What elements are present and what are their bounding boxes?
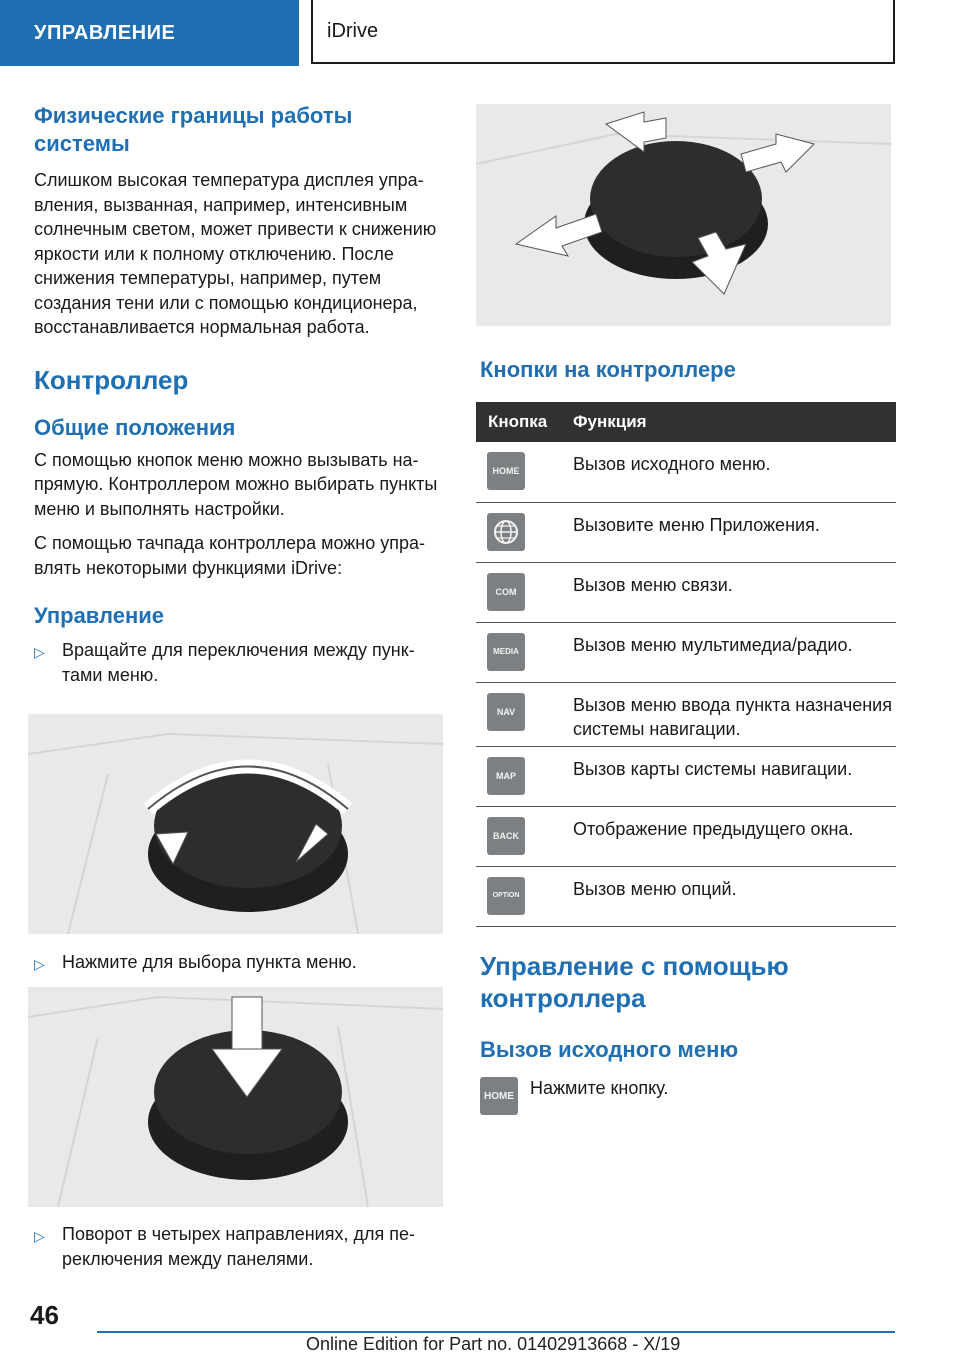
step-press — [34, 950, 444, 977]
step-tilt — [34, 1222, 444, 1271]
table-row — [476, 442, 896, 502]
triangle-icon: ▷ — [34, 644, 45, 660]
table-row — [476, 866, 896, 926]
controller-ops-section — [480, 950, 895, 1078]
media-button-icon: MEDIA — [487, 633, 525, 671]
table-row — [476, 562, 896, 622]
row-function: Вызов меню мультимедиа/радио. — [573, 622, 896, 682]
column-header-button: Кнопка — [476, 402, 573, 442]
option-button-icon: OPTION — [487, 877, 525, 915]
home-button-text: Нажмите кнопку. — [530, 1078, 669, 1098]
row-function: Вызов меню ввода пункта назначения системы навигации. — [573, 682, 896, 746]
page-number: 46 — [30, 1300, 59, 1330]
table-header-row — [476, 402, 896, 442]
step-press-text: Нажмите для выбора пункта меню. — [62, 952, 357, 972]
controller-tilt-image — [476, 104, 891, 326]
row-function: Вызов меню связи. — [573, 562, 896, 622]
edition-text: Online Edition for Part no. 01402913668 - X/19 — [306, 1334, 681, 1354]
chapter-title: iDrive — [311, 0, 895, 64]
map-button-icon: MAP — [487, 757, 525, 795]
home-button-step — [480, 1077, 668, 1115]
row-function: Вызов исходного меню. — [573, 442, 896, 502]
control-heading: Управление — [34, 603, 165, 628]
column-header-function: Функция — [573, 402, 896, 442]
back-button-icon: BACK — [487, 817, 525, 855]
row-function: Вызов карты системы навигации. — [573, 746, 896, 806]
row-function: Вызов меню опций. — [573, 866, 896, 926]
nav-button-icon: NAV — [487, 693, 525, 731]
section-tab: УПРАВЛЕНИЕ — [0, 0, 299, 66]
table-row — [476, 622, 896, 682]
com-button-icon: COM — [487, 573, 525, 611]
limits-paragraph: Слишком высокая температура дисплея управления, вызванная, например, интенсивным солнечным светом, может привести к снижению яркости или к полному отключению. После снижения температуры, например, путем создания тени или с помощью кондиционера, восстанавливается нормальная работа. — [34, 170, 437, 337]
controller-press-image — [28, 987, 443, 1207]
home-button-icon: HOME — [487, 452, 525, 490]
general-heading: Общие положения — [34, 414, 236, 440]
row-function: Вызовите меню Приложения. — [573, 502, 896, 562]
left-column — [34, 102, 444, 707]
step-rotate — [34, 638, 444, 687]
table-row — [476, 746, 896, 806]
general-paragraph-1: С помощью кнопок меню можно вызывать напрямую. Контроллером можно выбирать пункты меню и выполнять настройки. — [34, 449, 438, 519]
page-header — [0, 0, 960, 66]
row-function: Отображение предыдущего окна. — [573, 806, 896, 866]
right-column — [480, 356, 895, 402]
table-row — [476, 806, 896, 866]
apps-globe-icon — [487, 513, 525, 551]
table-row — [476, 682, 896, 746]
controller-ops-heading: Управление с помощью контроллера — [480, 951, 789, 1013]
step-tilt-text: Поворот в четырех направлениях, для переключения между панелями. — [62, 1224, 415, 1269]
triangle-icon: ▷ — [34, 1228, 45, 1244]
general-paragraph-2: С помощью тачпада контроллера можно управлять некоторыми функциями iDrive: — [34, 533, 426, 578]
step-rotate-text: Вращайте для переключения между пунктами меню. — [62, 640, 415, 685]
footer-divider — [97, 1331, 895, 1333]
controller-rotate-image — [28, 714, 443, 934]
home-menu-heading: Вызов исходного меню — [480, 1037, 739, 1062]
triangle-icon: ▷ — [34, 956, 45, 972]
buttons-table — [476, 402, 896, 927]
controller-heading: Контроллер — [34, 364, 189, 395]
table-row — [476, 502, 896, 562]
limits-heading: Физические границы работы системы — [34, 103, 353, 156]
home-button-icon: HOME — [480, 1077, 518, 1115]
buttons-heading: Кнопки на контроллере — [480, 357, 736, 382]
